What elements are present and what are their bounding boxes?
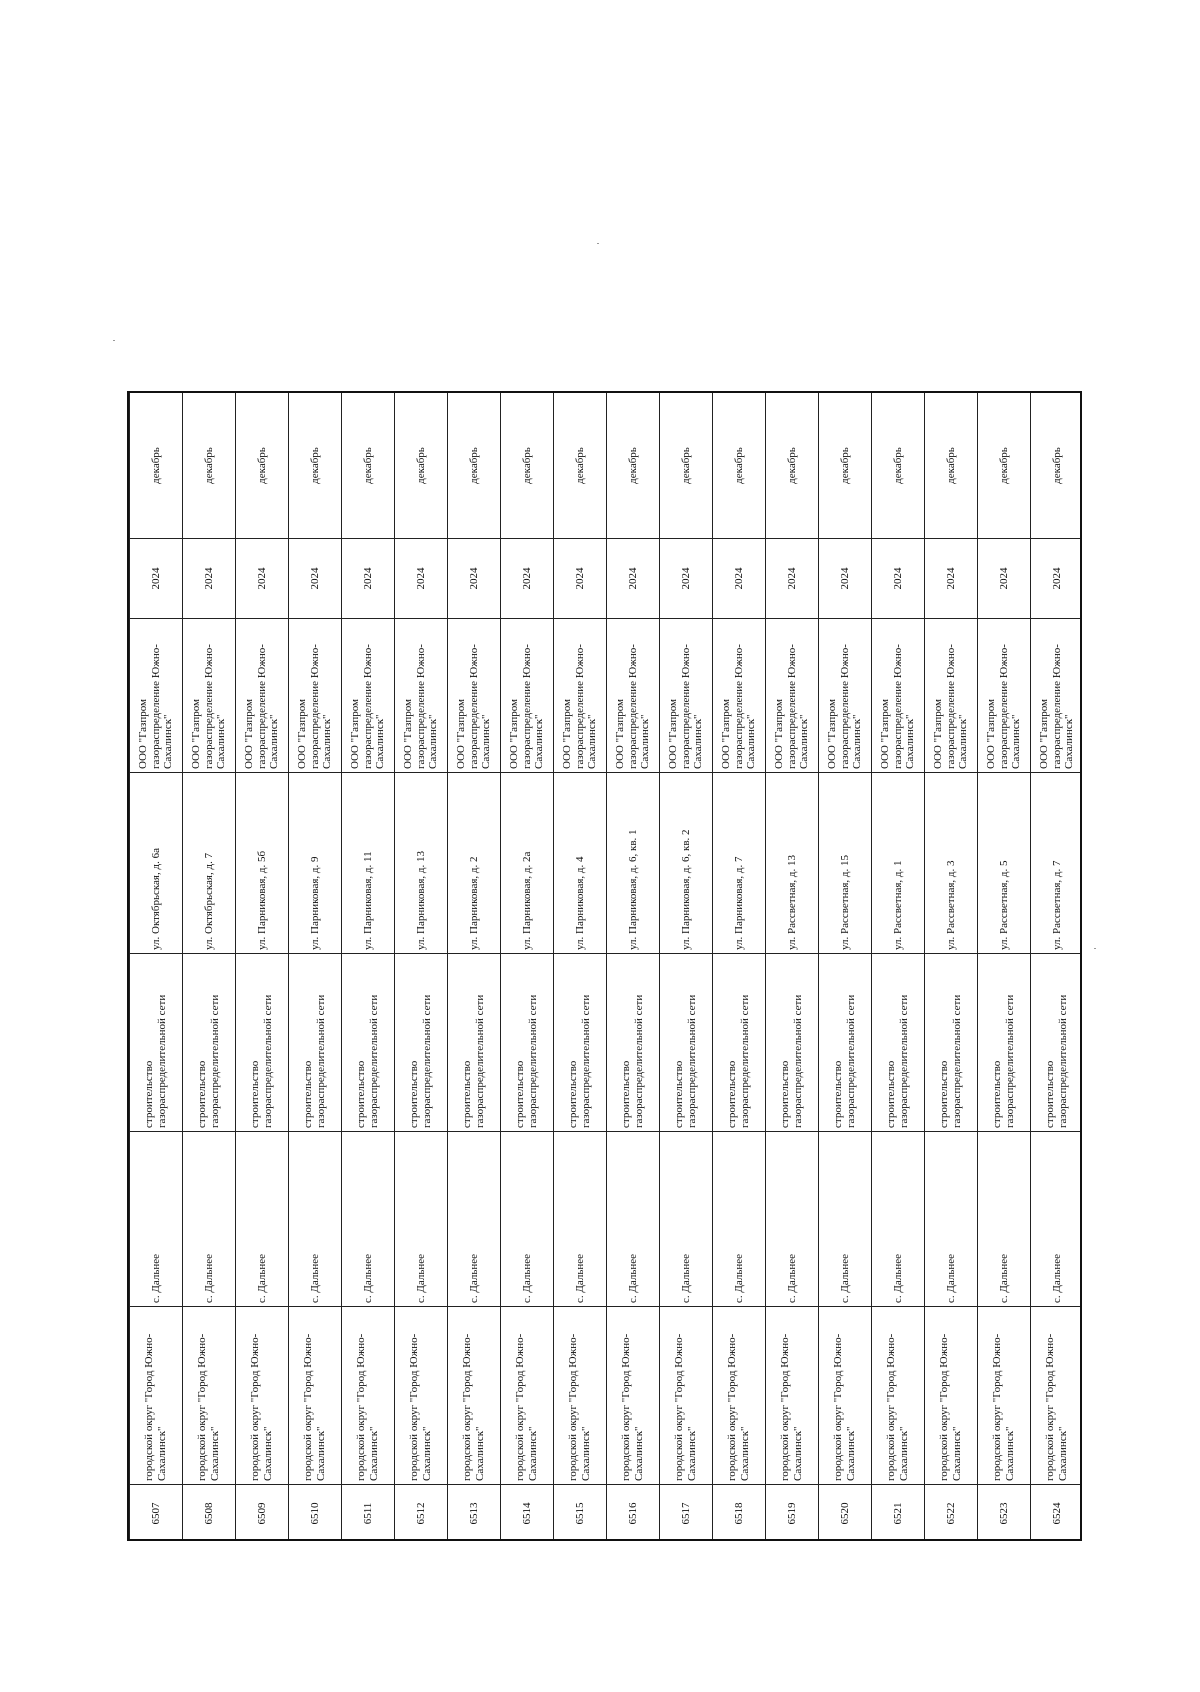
municipality-cell: городской округ "Город Южно-Сахалинск" bbox=[766, 1307, 819, 1485]
scan-speck bbox=[113, 340, 115, 341]
month-cell: декабрь bbox=[501, 393, 554, 539]
table-row bbox=[713, 393, 766, 1542]
year-cell: 2024 bbox=[1031, 539, 1083, 619]
locality-cell: с. Дальнее bbox=[872, 1132, 925, 1307]
year-cell: 2024 bbox=[819, 539, 872, 619]
address-cell: ул. Парниковая, д. 2а bbox=[501, 773, 554, 954]
address-cell: ул. Октябрьская, д. 6а bbox=[130, 773, 183, 954]
locality-cell: с. Дальнее bbox=[925, 1132, 978, 1307]
table-row bbox=[448, 393, 501, 1542]
row-number: 6512 bbox=[395, 1485, 448, 1542]
address-cell: ул. Рассветная, д. 13 bbox=[766, 773, 819, 954]
work-type-cell: строительство газораспределительной сети bbox=[660, 954, 713, 1132]
month-cell: декабрь bbox=[925, 393, 978, 539]
row-number: 6519 bbox=[766, 1485, 819, 1542]
address-cell: ул. Парниковая, д. 6, кв. 1 bbox=[607, 773, 660, 954]
operator-cell: ООО "Газпром газораспределение Южно-Сахалинск" bbox=[607, 619, 660, 773]
locality-cell: с. Дальнее bbox=[978, 1132, 1031, 1307]
row-number: 6523 bbox=[978, 1485, 1031, 1542]
municipality-cell: городской округ "Город Южно-Сахалинск" bbox=[448, 1307, 501, 1485]
work-type-cell: строительство газораспределительной сети bbox=[978, 954, 1031, 1132]
gasification-register-table bbox=[129, 392, 1082, 1541]
municipality-cell: городской округ "Город Южно-Сахалинск" bbox=[342, 1307, 395, 1485]
row-number: 6516 bbox=[607, 1485, 660, 1542]
row-number: 6507 bbox=[130, 1485, 183, 1542]
table-row bbox=[925, 393, 978, 1542]
municipality-cell: городской округ "Город Южно-Сахалинск" bbox=[819, 1307, 872, 1485]
table-row bbox=[1031, 393, 1083, 1542]
work-type-cell: строительство газораспределительной сети bbox=[1031, 954, 1083, 1132]
locality-cell: с. Дальнее bbox=[448, 1132, 501, 1307]
address-cell: ул. Парниковая, д. 13 bbox=[395, 773, 448, 954]
row-number: 6511 bbox=[342, 1485, 395, 1542]
row-number: 6517 bbox=[660, 1485, 713, 1542]
work-type-cell: строительство газораспределительной сети bbox=[395, 954, 448, 1132]
year-cell: 2024 bbox=[236, 539, 289, 619]
operator-cell: ООО "Газпром газораспределение Южно-Сахалинск" bbox=[289, 619, 342, 773]
month-cell: декабрь bbox=[342, 393, 395, 539]
row-number: 6520 bbox=[819, 1485, 872, 1542]
work-type-cell: строительство газораспределительной сети bbox=[819, 954, 872, 1132]
address-cell: ул. Рассветная, д. 3 bbox=[925, 773, 978, 954]
address-cell: ул. Рассветная, д. 5 bbox=[978, 773, 1031, 954]
month-cell: декабрь bbox=[766, 393, 819, 539]
table-row bbox=[607, 393, 660, 1542]
address-cell: ул. Парниковая, д. 4 bbox=[554, 773, 607, 954]
year-cell: 2024 bbox=[501, 539, 554, 619]
operator-cell: ООО "Газпром газораспределение Южно-Сахалинск" bbox=[660, 619, 713, 773]
operator-cell: ООО "Газпром газораспределение Южно-Сахалинск" bbox=[925, 619, 978, 773]
locality-cell: с. Дальнее bbox=[342, 1132, 395, 1307]
municipality-cell: городской округ "Город Южно-Сахалинск" bbox=[554, 1307, 607, 1485]
table-row bbox=[978, 393, 1031, 1542]
table-row bbox=[501, 393, 554, 1542]
work-type-cell: строительство газораспределительной сети bbox=[289, 954, 342, 1132]
year-cell: 2024 bbox=[925, 539, 978, 619]
month-cell: декабрь bbox=[713, 393, 766, 539]
table-row bbox=[395, 393, 448, 1542]
address-cell: ул. Парниковая, д. 7 bbox=[713, 773, 766, 954]
municipality-cell: городской округ "Город Южно-Сахалинск" bbox=[289, 1307, 342, 1485]
row-number: 6521 bbox=[872, 1485, 925, 1542]
year-cell: 2024 bbox=[130, 539, 183, 619]
address-cell: ул. Парниковая, д. 2 bbox=[448, 773, 501, 954]
month-cell: декабрь bbox=[660, 393, 713, 539]
table-row bbox=[660, 393, 713, 1542]
year-cell: 2024 bbox=[607, 539, 660, 619]
address-cell: ул. Рассветная, д. 1 bbox=[872, 773, 925, 954]
month-cell: декабрь bbox=[448, 393, 501, 539]
month-cell: декабрь bbox=[130, 393, 183, 539]
municipality-cell: городской округ "Город Южно-Сахалинск" bbox=[872, 1307, 925, 1485]
year-cell: 2024 bbox=[289, 539, 342, 619]
locality-cell: с. Дальнее bbox=[501, 1132, 554, 1307]
operator-cell: ООО "Газпром газораспределение Южно-Сахалинск" bbox=[342, 619, 395, 773]
work-type-cell: строительство газораспределительной сети bbox=[713, 954, 766, 1132]
work-type-cell: строительство газораспределительной сети bbox=[501, 954, 554, 1132]
operator-cell: ООО "Газпром газораспределение Южно-Сахалинск" bbox=[1031, 619, 1083, 773]
year-cell: 2024 bbox=[978, 539, 1031, 619]
address-cell: ул. Парниковая, д. 11 bbox=[342, 773, 395, 954]
work-type-cell: строительство газораспределительной сети bbox=[342, 954, 395, 1132]
operator-cell: ООО "Газпром газораспределение Южно-Сахалинск" bbox=[448, 619, 501, 773]
locality-cell: с. Дальнее bbox=[713, 1132, 766, 1307]
row-number: 6508 bbox=[183, 1485, 236, 1542]
address-cell: ул. Рассветная, д. 15 bbox=[819, 773, 872, 954]
row-number: 6515 bbox=[554, 1485, 607, 1542]
row-number: 6514 bbox=[501, 1485, 554, 1542]
address-cell: ул. Парниковая, д. 5б bbox=[236, 773, 289, 954]
operator-cell: ООО "Газпром газораспределение Южно-Сахалинск" bbox=[978, 619, 1031, 773]
municipality-cell: городской округ "Город Южно-Сахалинск" bbox=[395, 1307, 448, 1485]
municipality-cell: городской округ "Город Южно-Сахалинск" bbox=[607, 1307, 660, 1485]
year-cell: 2024 bbox=[766, 539, 819, 619]
municipality-cell: городской округ "Город Южно-Сахалинск" bbox=[236, 1307, 289, 1485]
locality-cell: с. Дальнее bbox=[819, 1132, 872, 1307]
locality-cell: с. Дальнее bbox=[183, 1132, 236, 1307]
operator-cell: ООО "Газпром газораспределение Южно-Сахалинск" bbox=[395, 619, 448, 773]
work-type-cell: строительство газораспределительной сети bbox=[607, 954, 660, 1132]
row-number: 6524 bbox=[1031, 1485, 1083, 1542]
work-type-cell: строительство газораспределительной сети bbox=[925, 954, 978, 1132]
address-cell: ул. Октябрьская, д. 7 bbox=[183, 773, 236, 954]
work-type-cell: строительство газораспределительной сети bbox=[448, 954, 501, 1132]
scan-speck bbox=[597, 243, 599, 244]
table-row bbox=[872, 393, 925, 1542]
locality-cell: с. Дальнее bbox=[395, 1132, 448, 1307]
table-row bbox=[766, 393, 819, 1542]
row-number: 6518 bbox=[713, 1485, 766, 1542]
operator-cell: ООО "Газпром газораспределение Южно-Сахалинск" bbox=[713, 619, 766, 773]
work-type-cell: строительство газораспределительной сети bbox=[872, 954, 925, 1132]
month-cell: декабрь bbox=[554, 393, 607, 539]
year-cell: 2024 bbox=[448, 539, 501, 619]
scan-speck bbox=[1094, 948, 1096, 949]
work-type-cell: строительство газораспределительной сети bbox=[130, 954, 183, 1132]
year-cell: 2024 bbox=[554, 539, 607, 619]
locality-cell: с. Дальнее bbox=[660, 1132, 713, 1307]
work-type-cell: строительство газораспределительной сети bbox=[766, 954, 819, 1132]
municipality-cell: городской округ "Город Южно-Сахалинск" bbox=[713, 1307, 766, 1485]
municipality-cell: городской округ "Город Южно-Сахалинск" bbox=[978, 1307, 1031, 1485]
locality-cell: с. Дальнее bbox=[554, 1132, 607, 1307]
municipality-cell: городской округ "Город Южно-Сахалинск" bbox=[183, 1307, 236, 1485]
month-cell: декабрь bbox=[872, 393, 925, 539]
locality-cell: с. Дальнее bbox=[607, 1132, 660, 1307]
table-body bbox=[130, 393, 1083, 1542]
address-cell: ул. Рассветная, д. 7 bbox=[1031, 773, 1083, 954]
month-cell: декабрь bbox=[183, 393, 236, 539]
municipality-cell: городской округ "Город Южно-Сахалинск" bbox=[501, 1307, 554, 1485]
month-cell: декабрь bbox=[289, 393, 342, 539]
table-row bbox=[342, 393, 395, 1542]
month-cell: декабрь bbox=[978, 393, 1031, 539]
locality-cell: с. Дальнее bbox=[130, 1132, 183, 1307]
row-number: 6522 bbox=[925, 1485, 978, 1542]
locality-cell: с. Дальнее bbox=[766, 1132, 819, 1307]
year-cell: 2024 bbox=[660, 539, 713, 619]
municipality-cell: городской округ "Город Южно-Сахалинск" bbox=[1031, 1307, 1083, 1485]
operator-cell: ООО "Газпром газораспределение Южно-Сахалинск" bbox=[766, 619, 819, 773]
municipality-cell: городской округ "Город Южно-Сахалинск" bbox=[130, 1307, 183, 1485]
municipality-cell: городской округ "Город Южно-Сахалинск" bbox=[660, 1307, 713, 1485]
table-row bbox=[819, 393, 872, 1542]
operator-cell: ООО "Газпром газораспределение Южно-Сахалинск" bbox=[554, 619, 607, 773]
locality-cell: с. Дальнее bbox=[236, 1132, 289, 1307]
table-row bbox=[130, 393, 183, 1542]
table-frame bbox=[127, 391, 1082, 1541]
row-number: 6510 bbox=[289, 1485, 342, 1542]
municipality-cell: городской округ "Город Южно-Сахалинск" bbox=[925, 1307, 978, 1485]
year-cell: 2024 bbox=[342, 539, 395, 619]
month-cell: декабрь bbox=[819, 393, 872, 539]
row-number: 6513 bbox=[448, 1485, 501, 1542]
address-cell: ул. Парниковая, д. 6, кв. 2 bbox=[660, 773, 713, 954]
row-number: 6509 bbox=[236, 1485, 289, 1542]
year-cell: 2024 bbox=[872, 539, 925, 619]
table-row bbox=[183, 393, 236, 1542]
operator-cell: ООО "Газпром газораспределение Южно-Сахалинск" bbox=[130, 619, 183, 773]
work-type-cell: строительство газораспределительной сети bbox=[183, 954, 236, 1132]
operator-cell: ООО "Газпром газораспределение Южно-Сахалинск" bbox=[236, 619, 289, 773]
operator-cell: ООО "Газпром газораспределение Южно-Сахалинск" bbox=[872, 619, 925, 773]
locality-cell: с. Дальнее bbox=[289, 1132, 342, 1307]
month-cell: декабрь bbox=[395, 393, 448, 539]
month-cell: декабрь bbox=[1031, 393, 1083, 539]
year-cell: 2024 bbox=[183, 539, 236, 619]
work-type-cell: строительство газораспределительной сети bbox=[554, 954, 607, 1132]
month-cell: декабрь bbox=[236, 393, 289, 539]
operator-cell: ООО "Газпром газораспределение Южно-Сахалинск" bbox=[819, 619, 872, 773]
table-row bbox=[236, 393, 289, 1542]
month-cell: декабрь bbox=[607, 393, 660, 539]
address-cell: ул. Парниковая, д. 9 bbox=[289, 773, 342, 954]
table-row bbox=[554, 393, 607, 1542]
operator-cell: ООО "Газпром газораспределение Южно-Сахалинск" bbox=[183, 619, 236, 773]
operator-cell: ООО "Газпром газораспределение Южно-Сахалинск" bbox=[501, 619, 554, 773]
year-cell: 2024 bbox=[713, 539, 766, 619]
locality-cell: с. Дальнее bbox=[1031, 1132, 1083, 1307]
table-row bbox=[289, 393, 342, 1542]
year-cell: 2024 bbox=[395, 539, 448, 619]
work-type-cell: строительство газораспределительной сети bbox=[236, 954, 289, 1132]
